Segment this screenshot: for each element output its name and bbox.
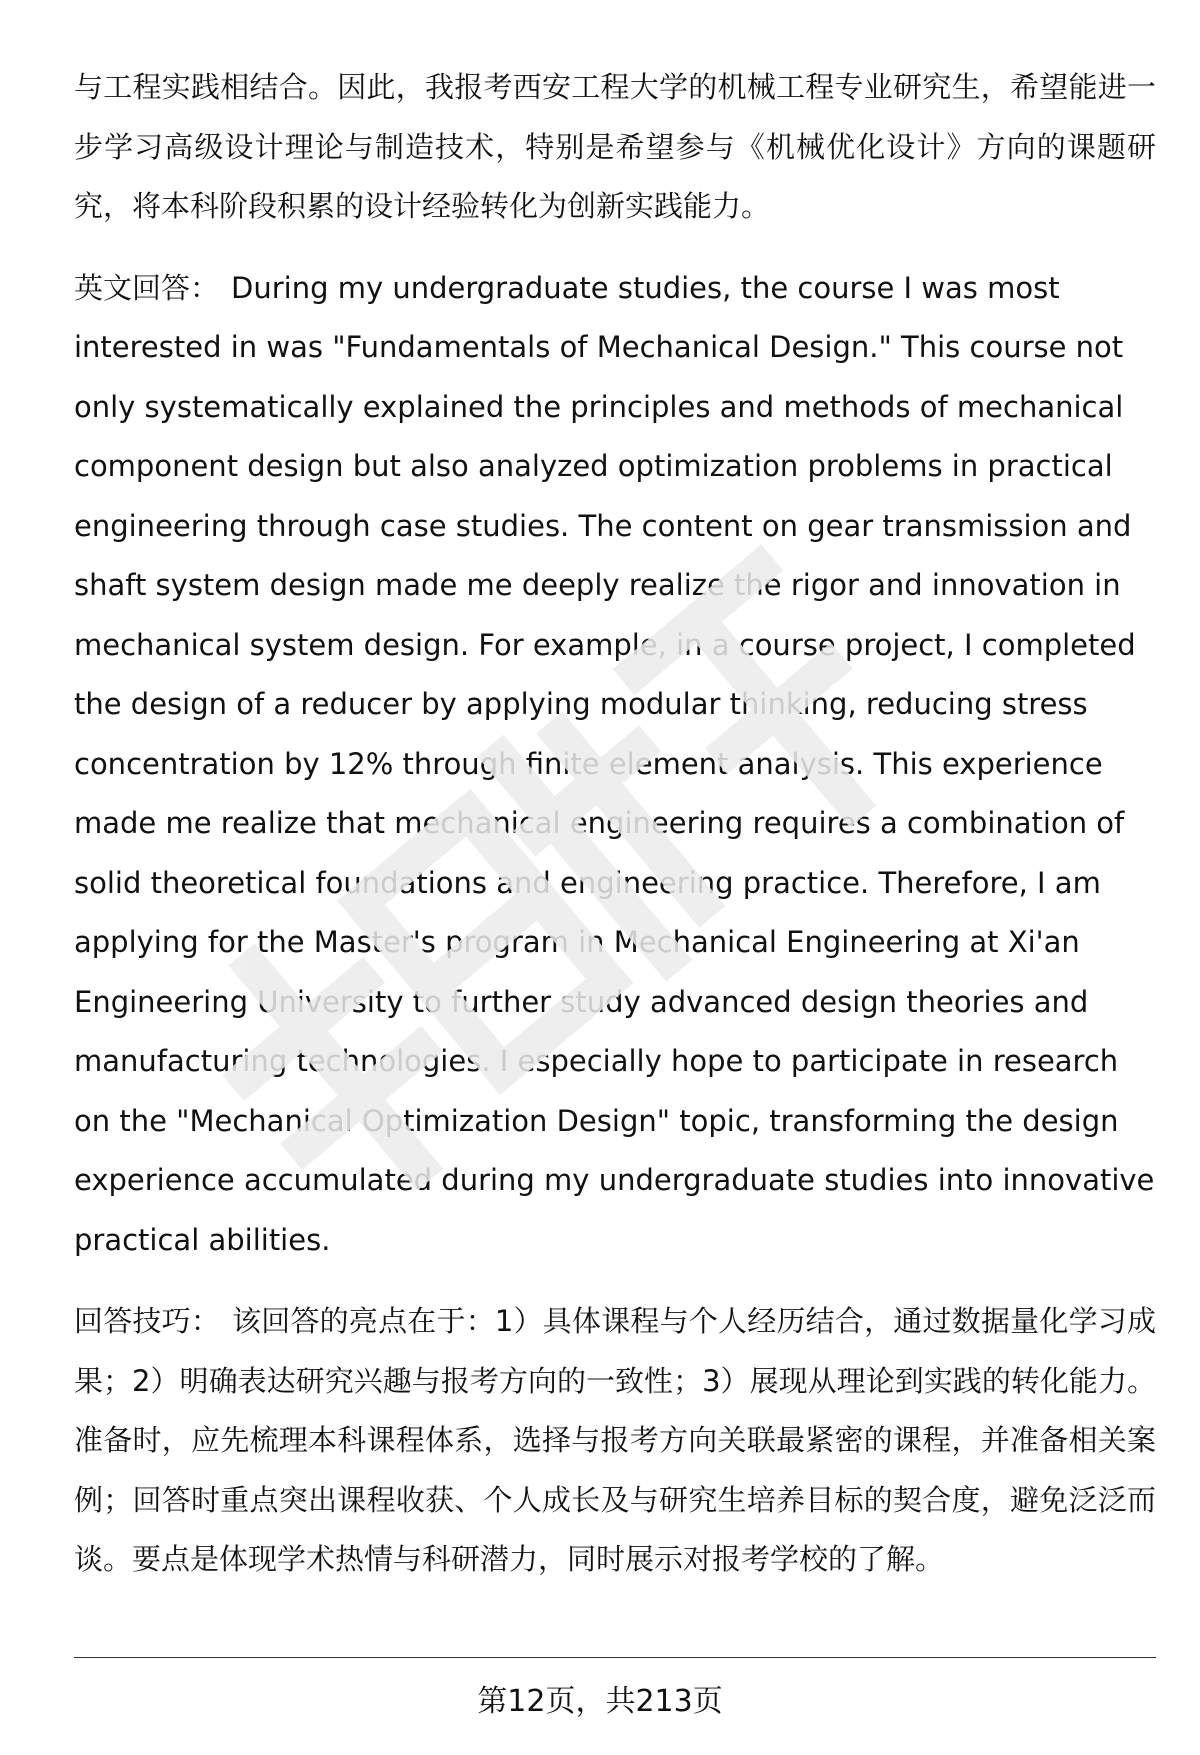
paragraph-gap: [74, 237, 1156, 259]
english-answer-label: 英文回答：: [74, 270, 220, 305]
paragraph-intro-cn: 与工程实践相结合。因此，我报考西安工程大学的机械工程专业研究生，希望能进一步学习高级设计理论与制造技术，特别是希望参与《机械优化设计》方向的课题研究，将本科阶段积累的设计经验转化为创新实践能力。: [74, 70, 1156, 223]
answer-tips-label: 回答技巧：: [74, 1304, 221, 1338]
document-body: [74, 58, 1156, 1590]
answer-tips-text: 该回答的亮点在于：1）具体课程与个人经历结合，通过数据量化学习成果；2）明确表达研究兴趣与报考方向的一致性；3）展现从理论到实践的转化能力。准备时，应先梳理本科课程体系，选择与报考方向关联最紧密的课程，并准备相关案例；回答时重点突出课程收获、个人成长及与研究生培养目标的契合度，避免泛泛而谈。要点是体现学术热情与科研潜力，同时展示对报考学校的了解。: [74, 1304, 1156, 1576]
page-number: 第12页，共213页: [477, 1684, 723, 1719]
english-answer-text: During my undergraduate studies, the course I was most interested in was "Fundamentals of Mechanical Design." This course not only systematically explained the principles and methods of mechanical component design but also analyzed optimization problems in practical engineering through case studies. The content on gear transmission and shaft system design made me deeply realize the rigor and innovation in mechanical system design. For example, in a course project, I completed the design of a reducer by applying modular thinking, reducing stress concentration by 12% through finite element analysis. This experience made me realize that mechanical engineering requires a combination of solid theoretical foundations and engineering practice. Therefore, I am applying for the Master's program in Mechanical Engineering at Xi'an Engineering University to further study advanced design theories and manufacturing technologies. I especially hope to participate in research on the "Mechanical Optimization Design" topic, transforming the design experience accumulated during my undergraduate studies into innovative practical abilities.: [74, 270, 1155, 1257]
paragraph-english-answer: [74, 259, 1156, 1271]
paragraph-answer-tips: [74, 1292, 1156, 1590]
paragraph-gap: [74, 1270, 1156, 1292]
footer-divider: [74, 1657, 1156, 1658]
